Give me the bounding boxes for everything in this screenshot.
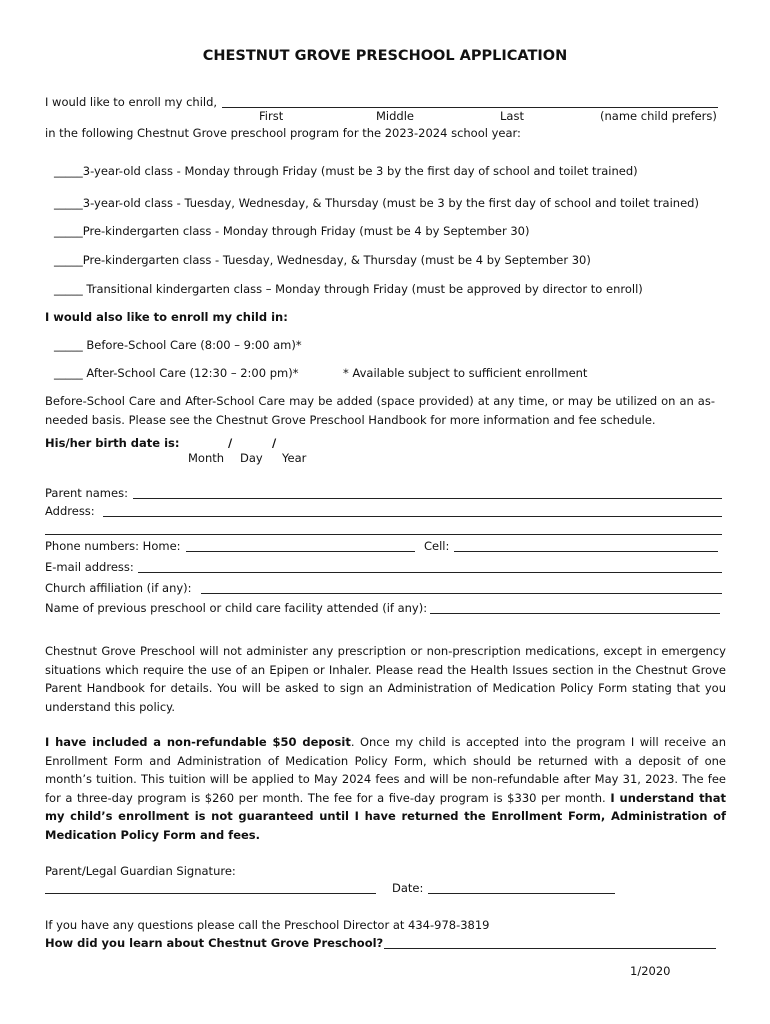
church-field[interactable] bbox=[201, 593, 722, 594]
phone-home-label: Phone numbers: Home: bbox=[45, 539, 181, 553]
medication-paragraph: Chestnut Grove Preschool will not administer any prescription or non-prescription medications, except in emergency situations which require the use of an Epipen or Inhaler. Please read the Health Issues section in the Chestnut Grove Parent Handbook for details. You will be asked to sign an Administration of Medication Policy Form stating that you understand this policy. bbox=[45, 644, 726, 714]
how-learn-field[interactable] bbox=[384, 948, 716, 949]
phone-home-field[interactable] bbox=[186, 551, 415, 552]
signature-label: Parent/Legal Guardian Signature: bbox=[45, 864, 236, 878]
care-paragraph: Before-School Care and After-School Care may be added (space provided) at any time, or may be utilized on an as-needed basis. Please see the Chestnut Grove Preschool Handbook for more information and fee schedule. bbox=[45, 394, 715, 427]
before-school-option[interactable]: _____ Before-School Care (8:00 – 9:00 am)* bbox=[54, 338, 302, 352]
birth-slash: / bbox=[272, 436, 277, 450]
parent-names-field[interactable] bbox=[133, 498, 722, 499]
page-title: CHESTNUT GROVE PRESCHOOL APPLICATION bbox=[202, 48, 568, 64]
availability-note: * Available subject to sufficient enrollment bbox=[343, 366, 588, 380]
birth-year-label: Year bbox=[282, 451, 307, 465]
cell-field[interactable] bbox=[454, 551, 718, 552]
name-label-first: First bbox=[259, 109, 284, 123]
email-field[interactable] bbox=[138, 572, 722, 573]
program-option[interactable]: _____Pre-kindergarten class - Monday through Friday (must be 4 by September 30) bbox=[54, 224, 530, 238]
footer-date: 1/2020 bbox=[630, 964, 671, 978]
birth-day-label: Day bbox=[240, 451, 263, 465]
also-enroll-heading: I would also like to enroll my child in: bbox=[45, 310, 288, 324]
deposit-paragraph bbox=[45, 733, 726, 844]
church-label: Church affiliation (if any): bbox=[45, 581, 192, 595]
parent-names-label: Parent names: bbox=[45, 486, 128, 500]
address-field-line-2[interactable] bbox=[45, 534, 722, 535]
after-school-option[interactable]: _____ After-School Care (12:30 – 2:00 pm)* bbox=[54, 366, 299, 380]
program-option[interactable]: _____Pre-kindergarten class - Tuesday, Wednesday, & Thursday (must be 4 by September 30) bbox=[54, 253, 591, 267]
birth-date-label: His/her birth date is: bbox=[45, 436, 180, 450]
program-option[interactable]: _____3-year-old class - Monday through Friday (must be 3 by the first day of school and toilet trained) bbox=[54, 164, 638, 178]
enroll-label: I would like to enroll my child, bbox=[45, 95, 218, 109]
deposit-bold-end: I understand that my child’s enrollment is not guaranteed until I have returned the Enrollment Form, Administration of Medication Policy Form and fees. bbox=[45, 790, 727, 842]
cell-label: Cell: bbox=[424, 539, 450, 553]
how-learn-label: How did you learn about Chestnut Grove Preschool? bbox=[45, 936, 384, 950]
birth-month-label: Month bbox=[188, 451, 225, 465]
address-label: Address: bbox=[45, 504, 95, 518]
date-field[interactable] bbox=[428, 893, 615, 894]
signature-field[interactable] bbox=[45, 893, 376, 894]
child-name-field[interactable] bbox=[222, 107, 718, 108]
date-label: Date: bbox=[392, 881, 424, 895]
name-label-middle: Middle bbox=[376, 109, 414, 123]
name-label-last: Last bbox=[500, 109, 524, 123]
address-field[interactable] bbox=[103, 516, 722, 517]
deposit-body: . Once my child is accepted into the program I will receive an Enrollment Form and Administration of Medication Policy Form, which should be returned with a deposit of one month’s tuition. This tuition will be applied to May 2024 fees and will be non-refundable after May 31, 2023. The fee for a three-day program is $260 per month. The fee for a five-day program is $330 per month. bbox=[45, 735, 726, 805]
program-option[interactable]: _____ Transitional kindergarten class – Monday through Friday (must be approved by director to enroll) bbox=[54, 282, 643, 296]
name-label-prefers: (name child prefers) bbox=[600, 109, 717, 123]
previous-facility-field[interactable] bbox=[430, 613, 720, 614]
program-option[interactable]: _____3-year-old class - Tuesday, Wednesday, & Thursday (must be 3 by the first day of school and toilet trained) bbox=[54, 196, 699, 210]
questions-text: If you have any questions please call the Preschool Director at 434-978-3819 bbox=[45, 918, 490, 932]
program-intro: in the following Chestnut Grove preschool program for the 2023-2024 school year: bbox=[45, 126, 521, 140]
birth-slash: / bbox=[228, 436, 233, 450]
previous-facility-label: Name of previous preschool or child care facility attended (if any): bbox=[45, 601, 428, 615]
email-label: E-mail address: bbox=[45, 560, 134, 574]
deposit-bold-start: I have included a non-refundable $50 deposit bbox=[45, 735, 351, 749]
